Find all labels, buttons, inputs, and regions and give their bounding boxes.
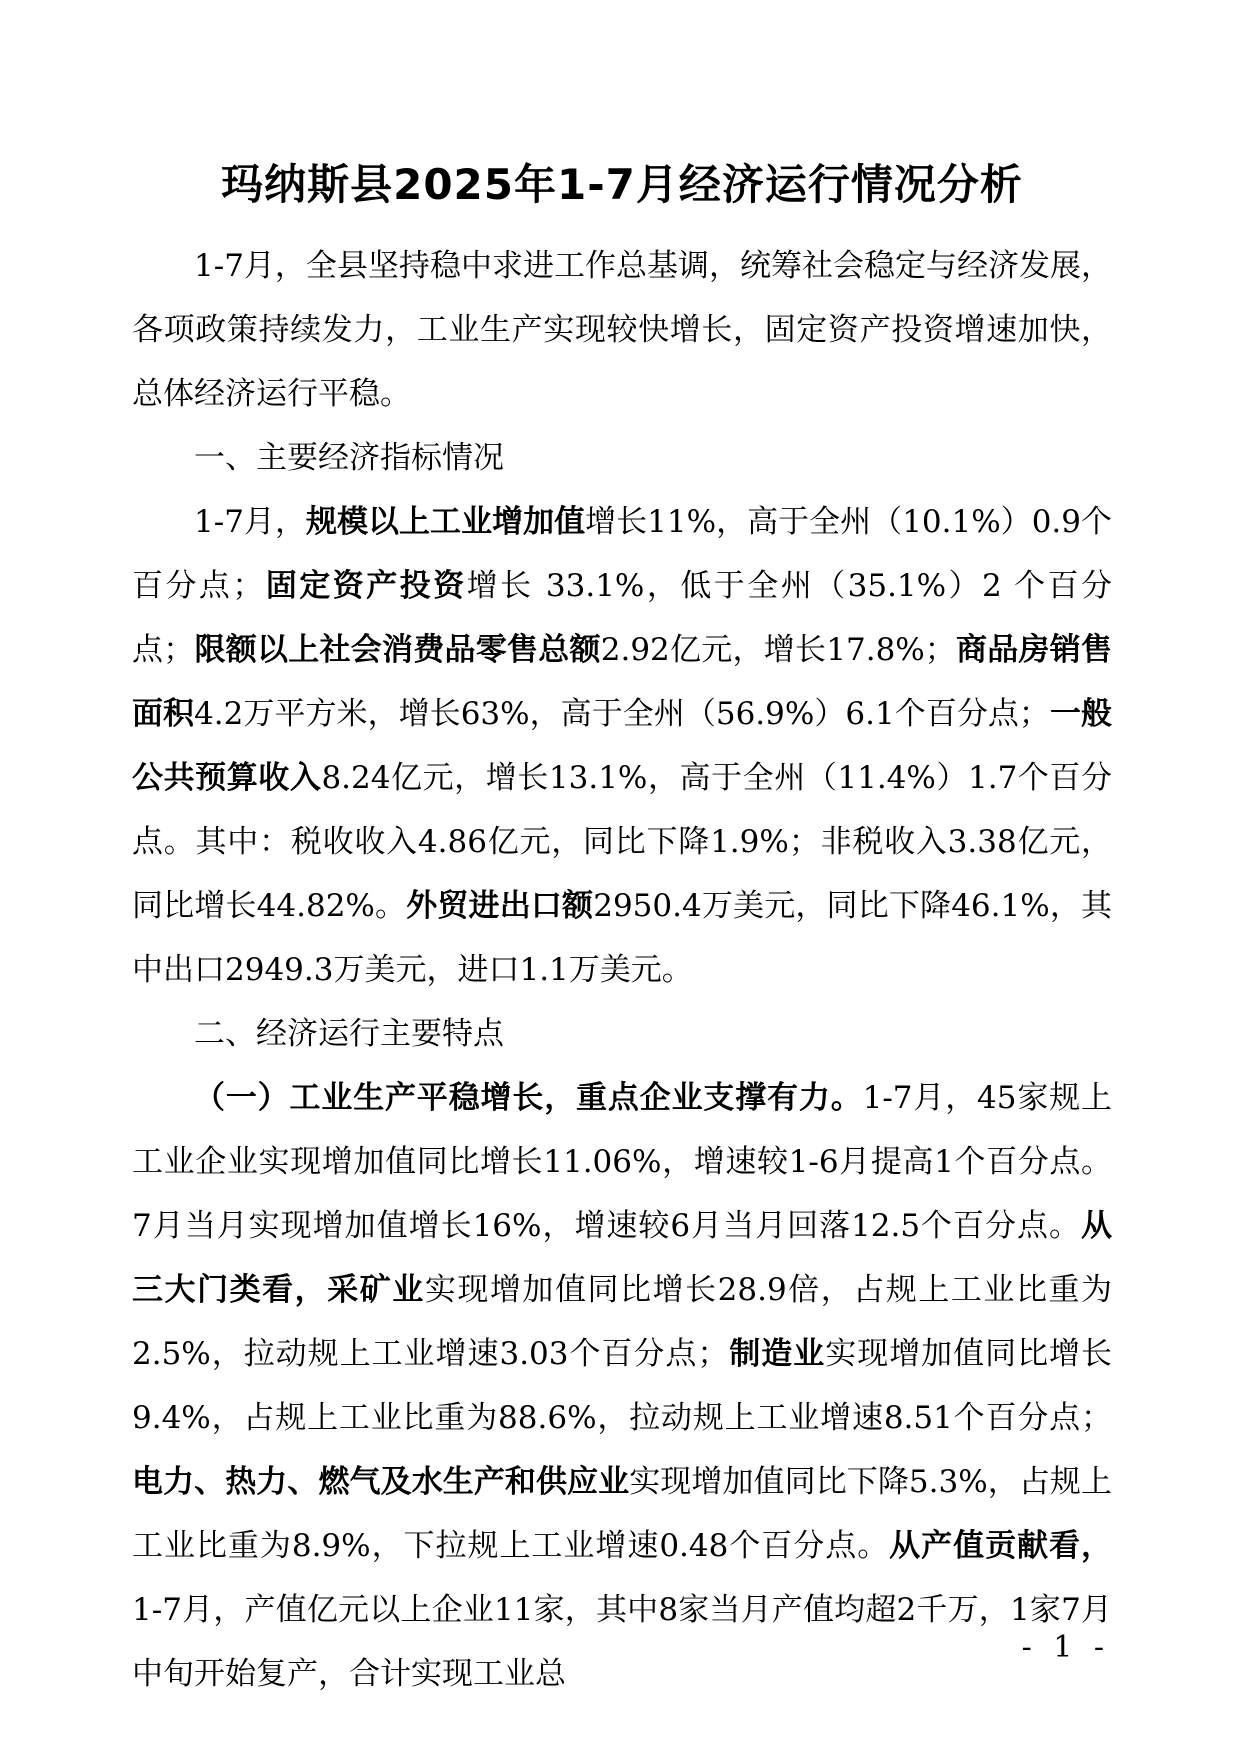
page-number: - 1 - [1021,1630,1110,1665]
bold-term: 外贸进出口额 [406,888,594,924]
bold-term: 采矿业 [327,1272,425,1308]
subsection-heading: （一）工业生产平稳增长，重点企业支撑有力。 [194,1080,863,1116]
text-run: 1-7月，45家规上工业企业实现增加值同比增长11.06%，增速较1-6月提高1个百分点。7月当月实现增加值增长16%，增速较6月当月回落12.5个百分点。 [132,1080,1113,1244]
section-2-heading: 二、经济运行主要特点 [194,1016,504,1052]
bold-term: 商品房销售面积 [132,632,1112,732]
bold-term: 限额以上社会消费品零售总额 [194,632,601,668]
text-run: 实现增加值同比增长28.9倍，占规上工业比重为2.5%，拉动规上工业增速3.03个百分点； [132,1272,1113,1372]
text-run: 8.24亿元，增长13.1%，高于全州（11.4%）1.7个百分点。其中：税收收入4.86亿元，同比下降1.9%；非税收入3.38亿元，同比增长44.82%。 [132,760,1113,924]
intro-paragraph: 1-7月，全县坚持稳中求进工作总基调，统筹社会稳定与经济发展，各项政策持续发力，工业生产实现较快增长，固定资产投资增速加快，总体经济运行平稳。 [132,248,1112,412]
bold-term: 从产值贡献看， [889,1528,1112,1564]
section-1-heading: 一、主要经济指标情况 [194,440,504,476]
bold-term: 从三大门类看， [132,1208,1112,1308]
section-1-paragraph [132,490,1112,1002]
document-page [132,150,1112,1706]
bold-term: 固定资产投资 [263,568,467,604]
text-run: 实现增加值同比增长9.4%，占规上工业比重为88.6%，拉动规上工业增速8.51个百分点； [132,1336,1113,1436]
text-run: 1-7月， [194,504,306,540]
section-2-paragraph [132,1066,1112,1706]
text-run: 4.2万平方米，增长63%，高于全州（56.9%）6.1个百分点； [194,696,1050,732]
bold-term: 一般公共预算收入 [132,696,1112,796]
text-run: 2950.4万美元，同比下降46.1%，其中出口2949.3万美元，进口1.1万美元。 [132,888,1113,988]
text-run: 增长11%，高于全州（10.1%）0.9个百分点； [132,504,1113,604]
bold-term: 电力、热力、燃气及水生产和供应业 [132,1464,630,1500]
text-run: 2.92亿元，增长17.8%； [600,632,956,668]
text-run: 1-7月，产值亿元以上企业11家，其中8家当月产值均超2千万，1家7月中旬开始复产，合计实现工业总 [132,1592,1112,1692]
text-run: 增长 33.1%，低于全州（35.1%）2 个百分点； [132,568,1113,668]
document-title: 玛纳斯县2025年1-7月经济运行情况分析 [221,160,1023,209]
text-run: 实现增加值同比下降5.3%，占规上工业比重为8.9%，下拉规上工业增速0.48个百分点。 [132,1464,1112,1564]
bold-term: 规模以上工业增加值 [305,504,586,540]
bold-term: 制造业 [728,1336,826,1372]
